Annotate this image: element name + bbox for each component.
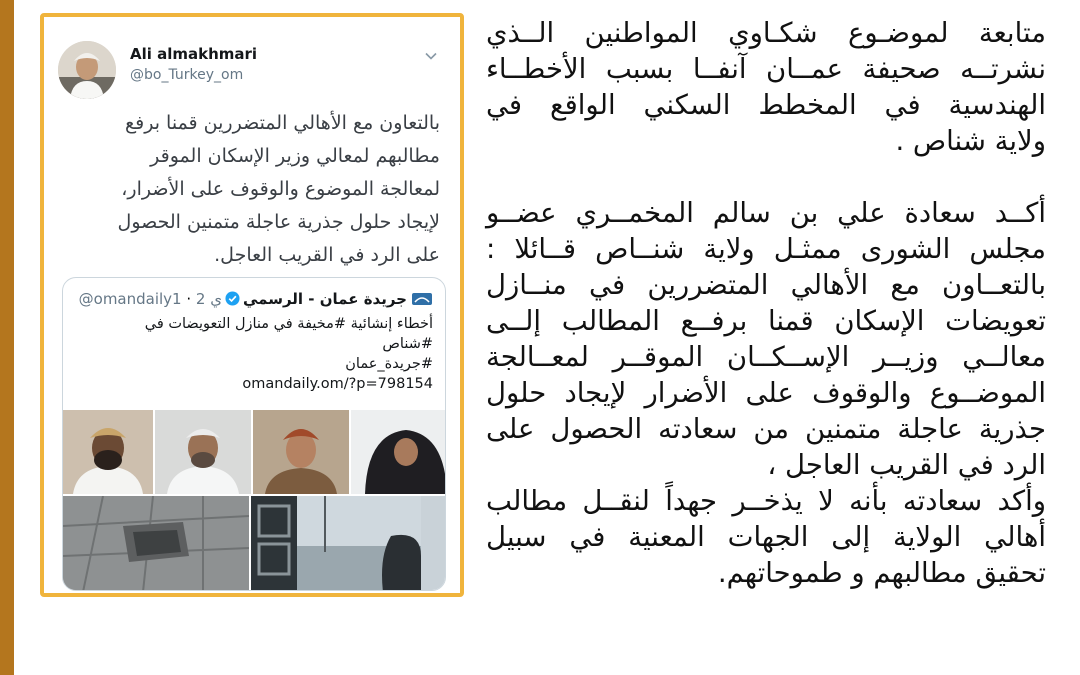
photo-man-1[interactable] [63, 410, 153, 494]
quoted-tweet-text [75, 314, 433, 394]
article-line: أكــد سعادة علي بن سالم المخمــري عضــو [486, 197, 1046, 229]
quoted-hashtag[interactable]: #جريدة_عمان [345, 356, 433, 372]
article-line: ولاية شناص . [895, 125, 1046, 157]
tweet-text-line: لمعالجة الموضوع والوقوف على الأضرار، [121, 178, 440, 200]
tweet-screenshot-frame [40, 13, 464, 597]
photo-man-2[interactable] [155, 410, 251, 494]
avatar[interactable] [58, 41, 116, 99]
article-line: مجلس الشورى ممثـل ولاية شنــاص قــائلا : [486, 233, 1046, 265]
quoted-link[interactable]: omandaily.om/?p=798154 [242, 376, 433, 392]
tweet-card [58, 25, 446, 587]
photo-man-3[interactable] [253, 410, 349, 494]
article-line: جذرية عاجلة متمنين من سعادته الحصول على [486, 413, 1046, 445]
tweet-text [64, 107, 440, 272]
photo-woman[interactable] [351, 410, 445, 494]
chevron-down-icon[interactable] [424, 49, 438, 63]
tweet-text-line: على الرد في القريب العاجل. [214, 244, 440, 266]
quoted-account-name[interactable]: جريدة عمان - الرسمي [242, 290, 407, 308]
quoted-handle[interactable]: @omandaily1 [78, 290, 182, 308]
article-line: تحقيق مطالبهم و طموحاتهم. [717, 557, 1046, 589]
article-line: أهالي الولاية إلى الجهات المعنية في سبيل [486, 521, 1046, 553]
tweet-text-line: بالتعاون مع الأهالي المتضررين قمنا برفع [125, 112, 440, 134]
verified-badge-icon [225, 291, 240, 306]
user-name[interactable]: Ali almakhmari [130, 45, 258, 63]
quoted-time: 2 ي [195, 290, 222, 308]
article-line: تعويضات الإسكان قمنا برفــع المطالب إلــى [486, 305, 1046, 337]
quoted-tweet-header: جريدة عمان - الرسمي@omandaily1 · 2 ي [75, 290, 433, 312]
article-line: الهندسية في المخطط السكني الواقع في [486, 89, 1046, 121]
article-line: وأكد سعادته بأنه لا يذخــر جهداً لنقــل مطالب [486, 485, 1046, 517]
user-handle[interactable]: @bo_Turkey_om [130, 67, 244, 83]
paragraph-gap [486, 159, 1046, 195]
tweet-text-line: لإيجاد حلول جذرية عاجلة متمنين الحصول [117, 211, 440, 233]
left-accent-bar [0, 0, 14, 675]
article-line: بالتعــاون مع الأهالي المتضررين في منــازل [486, 269, 1046, 301]
article-text [486, 15, 1046, 591]
photo-grid[interactable] [63, 410, 445, 590]
tweet-text-line: مطالبهم لمعالي وزير الإسكان الموقر [150, 145, 440, 167]
article-line: نشرتــه صحيفة عمــان آنفــا بسبب الأخطــاء [486, 53, 1046, 85]
quoted-tweet-card[interactable] [62, 277, 446, 591]
quoted-hashtag[interactable]: #شناص [382, 336, 433, 352]
article-line: الموضــوع والوقوف على الأضرار لإيجاد حلول [486, 377, 1046, 409]
article-line: معالــي وزيــر الإســكــان الموقــر لمعــالجة [486, 341, 1046, 373]
article-line: متابعة لموضـوع شكـاوي المواطنين الــذي [486, 17, 1046, 49]
photo-flooded-street[interactable] [251, 496, 445, 590]
article-line: الرد في القريب العاجل ، [767, 449, 1046, 481]
newspaper-logo-icon [411, 290, 433, 308]
quoted-text-line: أخطاء إنشائية #مخيفة في منازل التعويضات في [144, 316, 433, 332]
photo-damaged-floor[interactable] [63, 496, 249, 590]
